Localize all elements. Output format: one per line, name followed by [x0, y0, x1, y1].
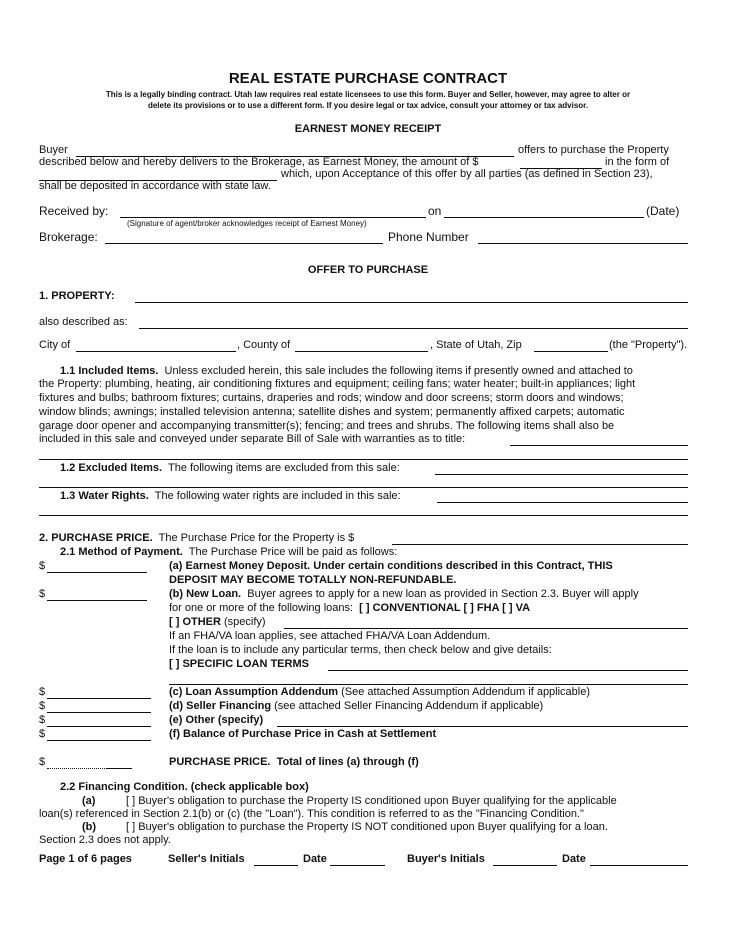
page-title: REAL ESTATE PURCHASE CONTRACT: [228, 70, 508, 87]
city-label: City of: [39, 339, 71, 351]
dollar-b: $: [39, 588, 46, 600]
total-text: Total of lines (a) through (f): [276, 756, 419, 768]
city-field[interactable]: [76, 351, 236, 352]
page-number: Page 1 of 6 pages: [39, 853, 132, 865]
s11-title: 1.1 Included Items.: [60, 365, 159, 377]
deposit-text: shall be deposited in accordance with state law.: [39, 180, 271, 192]
amount-d-field[interactable]: [47, 712, 151, 713]
property-label: 1. PROPERTY:: [39, 290, 115, 302]
also-described-label: also described as:: [39, 316, 128, 328]
buyer-date-label: Date: [562, 853, 586, 865]
buyer-date-field[interactable]: [590, 865, 688, 866]
date-label: (Date): [646, 204, 680, 218]
s11-line1-text: Unless excluded herein, this sale includes the following items if presently owned and attached to: [164, 365, 633, 377]
excluded-items-field[interactable]: [435, 474, 688, 475]
s22-b-line1[interactable]: [ ] Buyer's obligation to purchase the Property IS NOT conditioned upon Buyer qualifying for a loan.: [126, 821, 608, 833]
dollar-f: $: [39, 728, 46, 740]
b-fha-line: If an FHA/VA loan applies, see attached FHA/VA Loan Addendum.: [169, 630, 491, 642]
specific-terms-field[interactable]: [328, 670, 688, 671]
s11-line5: garage door opener and accompanying transmitter(s); fencing; and trees and shrubs. The following items shall also be: [39, 420, 615, 432]
c-line: [169, 686, 590, 698]
s12-line: [60, 462, 400, 474]
b-terms-note: If the loan is to include any particular terms, then check below and give details:: [169, 644, 552, 656]
s12-title: 1.2 Excluded Items.: [60, 462, 163, 474]
water-rights-field-2[interactable]: [39, 515, 688, 516]
state-zip-label: , State of Utah, Zip: [430, 339, 522, 351]
buyer-label: Buyer: [39, 144, 68, 156]
dollar-d: $: [39, 700, 46, 712]
s11-line2: the Property: plumbing, heating, air conditioning fixtures and equipment; ceiling fans; water heater; built-in appliances; light: [39, 378, 636, 390]
d-line: [169, 700, 543, 712]
included-items-field-2[interactable]: [39, 459, 688, 460]
a-line2: DEPOSIT MAY BECOME TOTALLY NON-REFUNDABLE.: [169, 574, 457, 586]
amount-e-field[interactable]: [47, 726, 151, 727]
also-described-field[interactable]: [139, 328, 688, 329]
received-date-field[interactable]: [444, 217, 644, 218]
loan-other-field[interactable]: [284, 628, 688, 629]
purchase-price-field[interactable]: [392, 544, 688, 545]
b-line1: [169, 588, 639, 600]
s22-a-line1[interactable]: [ ] Buyer's obligation to purchase the Property IS conditioned upon Buyer qualifying for the applicable: [126, 795, 617, 807]
amount-c-field[interactable]: [47, 698, 151, 699]
s21-title: 2.1 Method of Payment.: [60, 546, 183, 558]
earnest-amount-text: described below and hereby delivers to the Brokerage, as Earnest Money, the amount of $: [39, 156, 479, 168]
seller-date-label: Date: [303, 853, 327, 865]
s22-a-label: (a): [82, 795, 96, 807]
c-title: (c) Loan Assumption Addendum: [169, 686, 339, 698]
s22-b-label: (b): [82, 821, 97, 833]
f-title: (f) Balance of Purchase Price in Cash at Settlement: [169, 728, 437, 740]
loan-type-options[interactable]: [ ] CONVENTIONAL [ ] FHA [ ] VA: [359, 602, 531, 614]
s22-title: 2.2 Financing Condition. (check applicable box): [60, 781, 309, 793]
dollar-c: $: [39, 686, 46, 698]
specific-terms-field-2[interactable]: [169, 684, 688, 685]
included-items-field[interactable]: [510, 445, 688, 446]
b-title: (b) New Loan.: [169, 588, 242, 600]
b-line2-text: for one or more of the following loans:: [169, 602, 354, 614]
received-by-signature-field[interactable]: [120, 217, 426, 218]
received-by-label: Received by:: [39, 204, 109, 218]
s13-text: The following water rights are included in this sale:: [154, 490, 401, 502]
county-label: , County of: [237, 339, 291, 351]
dollar-total: $: [39, 756, 46, 768]
notice-line-1: This is a legally binding contract. Utah law requires real estate licensees to use this form. Buyer and Seller, however, may agree to alter or: [105, 90, 631, 99]
dollar-a: $: [39, 560, 46, 572]
the-property-label: (the "Property").: [609, 339, 688, 351]
notice-line-2: delete its provisions or to use a different form. If you desire legal or tax advice, consult your attorney or tax advisor.: [147, 101, 589, 110]
seller-initials-label: Seller's Initials: [168, 853, 245, 865]
offers-text: offers to purchase the Property: [518, 144, 669, 156]
dollar-e: $: [39, 714, 46, 726]
brokerage-field[interactable]: [105, 243, 383, 244]
s2-label: 2. PURCHASE PRICE.: [39, 532, 153, 544]
s11-line4: window blinds; awnings; installed television antenna; satellite dishes and system; permanently affixed carpets; automatic: [39, 406, 625, 418]
total-line: [169, 756, 419, 768]
s22-a-line2: loan(s) referenced in Section 2.1(b) or (c) (the "Loan"). This condition is referred to as the "Financing Condition.": [39, 808, 584, 820]
water-rights-field[interactable]: [437, 502, 688, 503]
s21-line: [60, 546, 397, 558]
s2-line: [39, 532, 354, 544]
c-text: (See attached Assumption Addendum if applicable): [341, 686, 591, 698]
amount-f-field[interactable]: [47, 740, 151, 741]
s11-line3: fixtures and bulbs; bathroom fixtures; curtains, draperies and rods; window and door screens; storm doors and windows;: [39, 392, 624, 404]
total-amount-field-end: [106, 768, 132, 769]
s11-line1: [60, 365, 633, 377]
offer-heading: OFFER TO PURCHASE: [307, 264, 429, 276]
s11-line6: included in this sale and conveyed under separate Bill of Sale with warranties as to title:: [39, 433, 466, 445]
zip-field[interactable]: [534, 351, 608, 352]
total-title: PURCHASE PRICE.: [169, 756, 271, 768]
b-line2: [169, 602, 530, 614]
seller-initials-field[interactable]: [254, 865, 298, 866]
form-of-text: in the form of: [605, 156, 670, 168]
property-field[interactable]: [135, 302, 688, 303]
b-other-line: [169, 616, 266, 628]
amount-b-field[interactable]: [47, 600, 147, 601]
specify-text: (specify): [224, 616, 266, 628]
signature-note: (Signature of agent/broker acknowledges receipt of Earnest Money): [127, 219, 367, 228]
s13-line: [60, 490, 401, 502]
excluded-items-field-2[interactable]: [39, 487, 688, 488]
other-specify-field[interactable]: [277, 726, 688, 727]
b-line1-text: Buyer agrees to apply for a new loan as provided in Section 2.3. Buyer will apply: [247, 588, 639, 600]
d-title: (d) Seller Financing: [169, 700, 272, 712]
amount-a-field[interactable]: [47, 572, 147, 573]
s12-text: The following items are excluded from this sale:: [168, 462, 400, 474]
loan-other-checkbox[interactable]: [ ] OTHER: [169, 616, 221, 628]
acceptance-text: which, upon Acceptance of this offer by all parties (as defined in Section 23),: [281, 168, 653, 180]
brokerage-label: Brokerage:: [39, 230, 98, 244]
s2-text: The Purchase Price for the Property is $: [158, 532, 355, 544]
buyer-initials-field[interactable]: [493, 865, 557, 866]
earnest-heading: EARNEST MONEY RECEIPT: [294, 123, 442, 135]
a-line1: (a) Earnest Money Deposit. Under certain conditions described in this Contract, THIS: [169, 560, 613, 572]
s22-b-line2: Section 2.3 does not apply.: [39, 834, 171, 846]
d-text: (see attached Seller Financing Addendum if applicable): [274, 700, 544, 712]
e-title: (e) Other (specify): [169, 714, 264, 726]
specific-loan-terms-checkbox[interactable]: [ ] SPECIFIC LOAN TERMS: [169, 658, 309, 670]
s21-text: The Purchase Price will be paid as follows:: [188, 546, 398, 558]
phone-field[interactable]: [478, 243, 688, 244]
phone-label: Phone Number: [388, 230, 469, 244]
on-label: on: [428, 204, 442, 218]
s13-title: 1.3 Water Rights.: [60, 490, 149, 502]
buyer-initials-label: Buyer's Initials: [407, 853, 485, 865]
county-field[interactable]: [295, 351, 428, 352]
seller-date-field[interactable]: [330, 865, 385, 866]
